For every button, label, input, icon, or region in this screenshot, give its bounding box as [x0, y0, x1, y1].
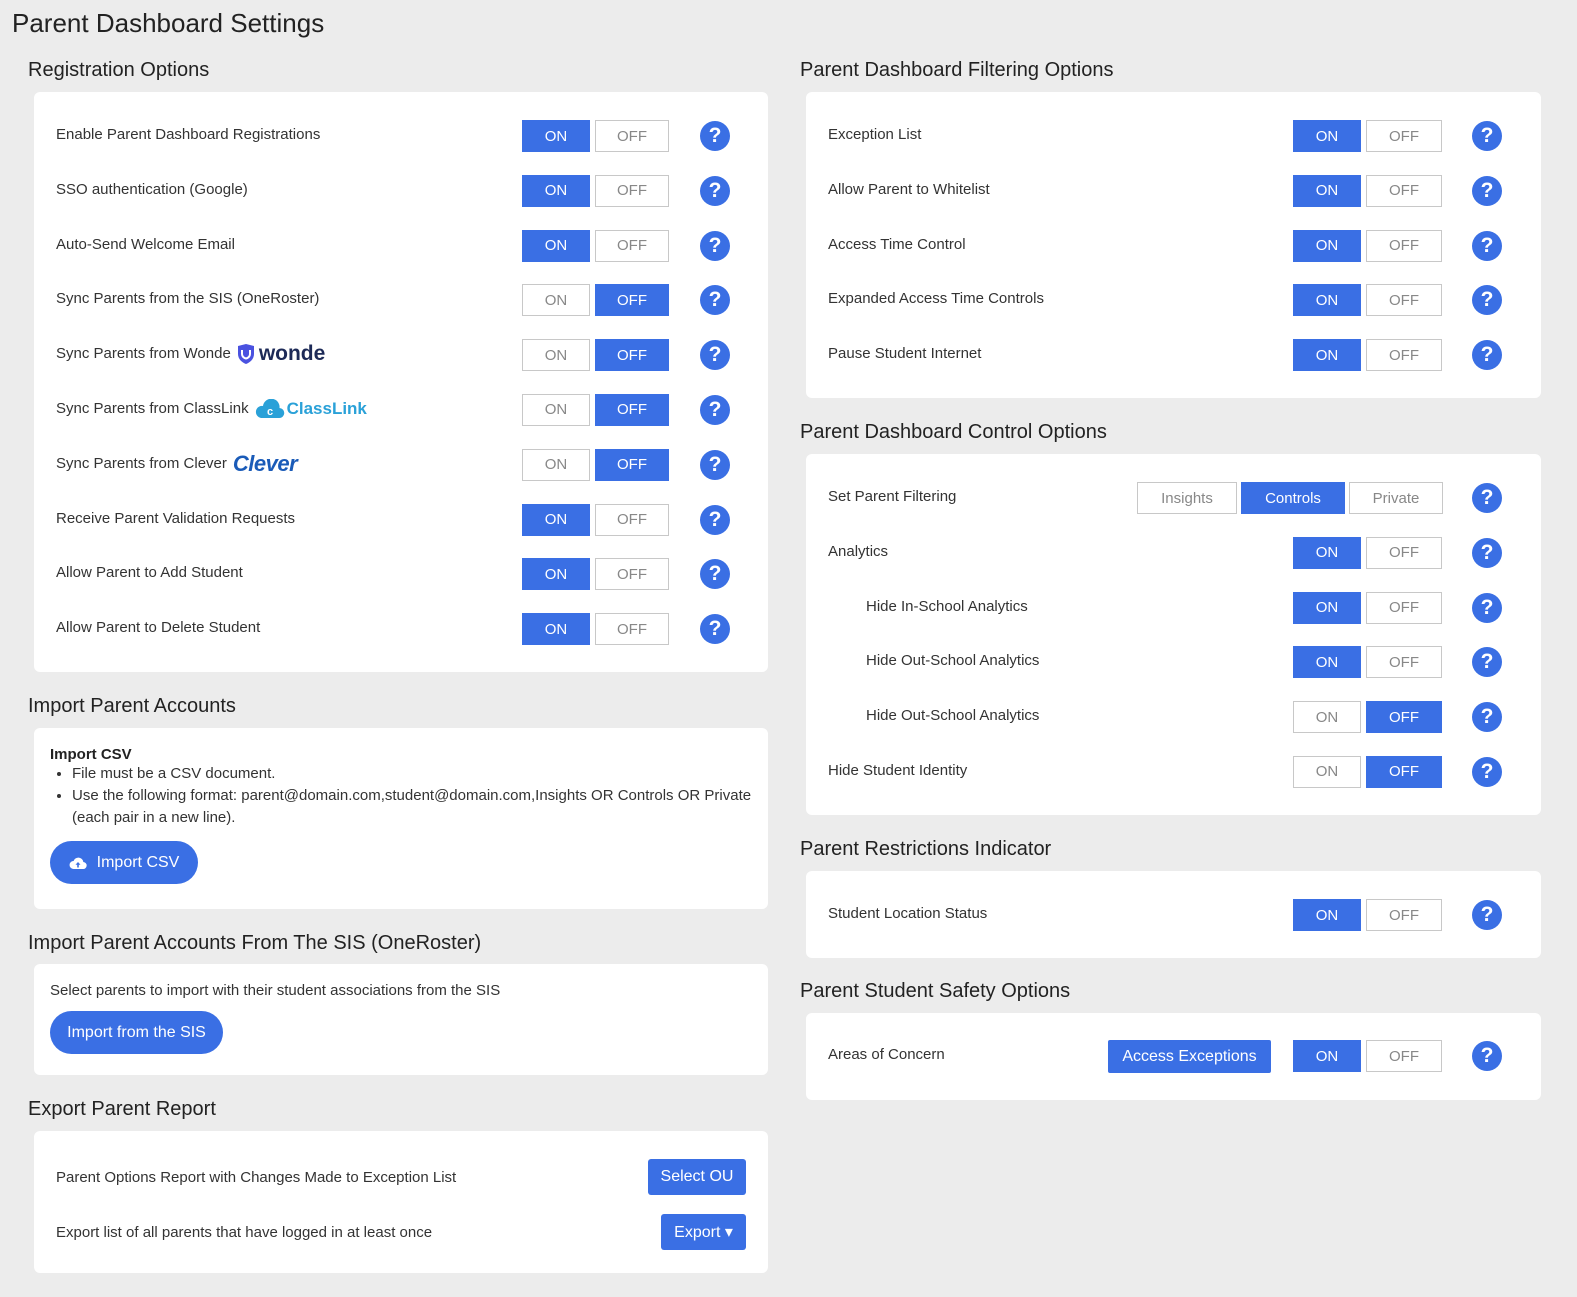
help-icon[interactable]: ? [700, 121, 730, 151]
filtering-option-controls[interactable]: Controls [1241, 482, 1345, 514]
toggle-on-button[interactable]: ON [522, 175, 590, 207]
help-icon[interactable]: ? [1472, 593, 1502, 623]
toggle-off-button[interactable]: OFF [1366, 120, 1442, 152]
setting-label-text: Expanded Access Time Controls [828, 290, 1044, 308]
toggle-off-button[interactable]: OFF [595, 284, 669, 316]
restrictions-title: Parent Restrictions Indicator [800, 838, 1052, 860]
toggle-off-button[interactable]: OFF [595, 175, 669, 207]
setting-label-text: Hide Student Identity [828, 761, 968, 779]
help-icon[interactable]: ? [700, 395, 730, 425]
export-dropdown-button[interactable]: Export ▾ [661, 1214, 746, 1250]
on-off-toggle [1293, 701, 1442, 733]
import-sis-panel [34, 964, 768, 1075]
safety-title: Parent Student Safety Options [800, 980, 1071, 1002]
on-off-toggle [1293, 899, 1442, 931]
toggle-on-button[interactable]: ON [522, 558, 590, 590]
on-off-toggle [522, 504, 669, 536]
toggle-off-button[interactable]: OFF [1366, 592, 1442, 624]
toggle-off-button[interactable]: OFF [595, 394, 669, 426]
setting-row-sync-parents-from-wonde [34, 339, 768, 394]
setting-row-pause-student-internet [806, 339, 1541, 394]
setting-label [828, 899, 987, 929]
restrictions-panel [806, 871, 1541, 958]
import-csv-button[interactable] [50, 841, 198, 884]
right-column [800, 56, 1541, 1100]
on-off-toggle [1293, 284, 1442, 316]
export-row [34, 1163, 768, 1203]
toggle-on-button[interactable]: ON [1293, 339, 1361, 371]
help-icon[interactable]: ? [1472, 757, 1502, 787]
toggle-on-button[interactable]: ON [1293, 756, 1361, 788]
areas-of-concern-toggle [1293, 1040, 1442, 1072]
help-icon[interactable]: ? [700, 285, 730, 315]
set-parent-filtering-row [806, 482, 1541, 537]
on-off-toggle [522, 230, 669, 262]
import-accounts-panel [34, 728, 768, 909]
toggle-on-button[interactable]: ON [1293, 899, 1361, 931]
help-icon[interactable]: ? [1472, 121, 1502, 151]
setting-label-text: Access Time Control [828, 235, 966, 253]
on-off-toggle [522, 449, 669, 481]
export-row-label: Export list of all parents that have logged in at least once [56, 1224, 433, 1241]
instruction-item: • Use the following format: parent@domain.com,student@domain.com,Insights OR Controls OR Private (each pair in a new line). [72, 785, 752, 829]
wonde-logo [237, 343, 326, 365]
on-off-toggle [522, 558, 669, 590]
on-off-toggle [1293, 120, 1442, 152]
toggle-on-button[interactable]: ON [522, 230, 590, 262]
toggle-on-button[interactable]: ON [522, 339, 590, 371]
classlink-cloud-icon [255, 399, 285, 419]
help-icon[interactable]: ? [1472, 231, 1502, 261]
export-row-label: Parent Options Report with Changes Made to Exception List [56, 1169, 457, 1186]
help-icon[interactable]: ? [1472, 483, 1502, 513]
on-off-toggle [522, 120, 669, 152]
control-panel [806, 454, 1541, 815]
setting-row-hide-out-school-analytics [806, 646, 1541, 701]
filtering-option-private[interactable]: Private [1349, 482, 1443, 514]
toggle-off-button[interactable]: OFF [595, 120, 669, 152]
wonde-shield-icon [237, 343, 255, 365]
setting-label-text: Hide Out-School Analytics [866, 652, 1040, 670]
import-csv-label: Import CSV [96, 853, 180, 871]
svg-text:c: c [266, 405, 273, 418]
setting-label [56, 558, 243, 588]
setting-label-text: Enable Parent Dashboard Registrations [56, 126, 321, 143]
setting-label [866, 701, 1039, 731]
setting-row-hide-in-school-analytics [806, 592, 1541, 647]
help-icon[interactable]: ? [1472, 176, 1502, 206]
toggle-off-button[interactable]: OFF [1366, 230, 1442, 262]
setting-label [866, 646, 1039, 676]
toggle-on-button[interactable]: ON [1293, 175, 1361, 207]
filtering-panel [806, 92, 1541, 398]
setting-label-text: Sync Parents from Wonde [56, 345, 231, 363]
areas-of-concern-row [806, 1040, 1541, 1095]
import-from-sis-button[interactable]: Import from the SIS [50, 1011, 223, 1054]
import-csv-instructions [72, 763, 752, 829]
setting-row-allow-parent-to-delete-student [34, 613, 768, 668]
setting-label-text: Allow Parent to Whitelist [828, 180, 990, 198]
on-off-toggle [522, 613, 669, 645]
setting-label-text: Receive Parent Validation Requests [56, 509, 296, 527]
setting-label [56, 230, 235, 260]
toggle-off-button[interactable]: OFF [595, 613, 669, 645]
export-panel [34, 1131, 768, 1273]
toggle-on-button[interactable]: ON [522, 284, 590, 316]
setting-label [828, 537, 888, 567]
help-icon[interactable]: ? [1472, 340, 1502, 370]
classlink-logo-text: ClassLink [286, 398, 367, 418]
toggle-on-button[interactable]: ON [1293, 230, 1361, 262]
setting-row-sync-parents-from-the-sis-oneroster [34, 284, 768, 339]
setting-label [828, 339, 981, 369]
toggle-on-button[interactable]: ON [1293, 1040, 1361, 1072]
setting-label-text: Sync Parents from Clever [56, 454, 227, 472]
on-off-toggle [1293, 646, 1442, 678]
on-off-toggle [1293, 592, 1442, 624]
on-off-toggle [522, 339, 669, 371]
setting-row-sync-parents-from-clever [34, 449, 768, 504]
setting-label [56, 613, 260, 643]
setting-label [56, 394, 367, 424]
setting-label [56, 120, 320, 150]
import-sis-text: Select parents to import with their student associations from the SIS [50, 982, 501, 999]
on-off-toggle [1293, 339, 1442, 371]
setting-row-expanded-access-time-controls [806, 284, 1541, 339]
toggle-off-button[interactable]: OFF [1366, 537, 1442, 569]
setting-label [828, 230, 966, 260]
select-ou-button[interactable]: Select OU [648, 1159, 746, 1195]
on-off-toggle [1293, 175, 1442, 207]
access-exceptions-button[interactable]: Access Exceptions [1108, 1040, 1271, 1073]
areas-of-concern-label: Areas of Concern [828, 1046, 945, 1063]
setting-label-text: SSO authentication (Google) [56, 180, 248, 198]
setting-label [828, 756, 967, 786]
help-icon[interactable]: ? [1472, 538, 1502, 568]
setting-label [56, 449, 297, 479]
toggle-off-button[interactable]: OFF [595, 339, 669, 371]
help-icon[interactable]: ? [1472, 900, 1502, 930]
setting-label [828, 175, 990, 205]
import-sis-title: Import Parent Accounts From The SIS (OneRoster) [28, 932, 482, 954]
setting-row-auto-send-welcome-email [34, 230, 768, 285]
setting-row-sync-parents-from-classlink [34, 394, 768, 449]
toggle-on-button[interactable]: ON [1293, 284, 1361, 316]
on-off-toggle [522, 175, 669, 207]
setting-label-text: Hide Out-School Analytics [866, 707, 1040, 725]
control-title: Parent Dashboard Control Options [800, 421, 1107, 443]
setting-label [828, 284, 1044, 314]
setting-row-allow-parent-to-add-student [34, 558, 768, 613]
toggle-on-button[interactable]: ON [522, 120, 590, 152]
registration-panel [34, 92, 768, 672]
clever-logo: Clever [232, 450, 298, 476]
help-icon[interactable]: ? [700, 340, 730, 370]
registration-title: Registration Options [28, 59, 210, 81]
export-title: Export Parent Report [28, 1098, 216, 1120]
setting-row-enable-parent-dashboard-registrations [34, 120, 768, 175]
setting-row-hide-student-identity [806, 756, 1541, 811]
toggle-on-button[interactable]: ON [522, 504, 590, 536]
export-row [34, 1218, 768, 1258]
help-icon[interactable]: ? [700, 559, 730, 589]
setting-row-allow-parent-to-whitelist [806, 175, 1541, 230]
toggle-off-button[interactable]: OFF [1366, 339, 1442, 371]
help-icon[interactable]: ? [700, 231, 730, 261]
on-off-toggle [522, 394, 669, 426]
setting-row-exception-list [806, 120, 1541, 175]
setting-label-text: Analytics [828, 542, 889, 560]
setting-label [56, 284, 319, 314]
help-icon[interactable]: ? [1472, 1041, 1502, 1071]
toggle-on-button[interactable]: ON [1293, 592, 1361, 624]
setting-label [56, 175, 248, 205]
toggle-on-button[interactable]: ON [1293, 120, 1361, 152]
on-off-toggle [1293, 230, 1442, 262]
setting-row-receive-parent-validation-requests [34, 504, 768, 559]
setting-label-text: Allow Parent to Add Student [56, 564, 243, 582]
filtering-option-insights[interactable]: Insights [1137, 482, 1237, 514]
setting-label [56, 504, 295, 534]
help-icon[interactable]: ? [700, 176, 730, 206]
safety-panel [806, 1013, 1541, 1100]
set-parent-filtering-label: Set Parent Filtering [828, 488, 957, 505]
setting-label-text: Auto-Send Welcome Email [56, 235, 235, 253]
toggle-off-button[interactable]: OFF [595, 504, 669, 536]
toggle-on-button[interactable]: ON [1293, 537, 1361, 569]
on-off-toggle [522, 284, 669, 316]
toggle-on-button[interactable]: ON [522, 449, 590, 481]
import-csv-heading: Import CSV [50, 746, 132, 763]
setting-label-text: Hide In-School Analytics [866, 597, 1028, 615]
setting-label-text: Sync Parents from ClassLink [56, 399, 249, 417]
help-icon[interactable]: ? [700, 614, 730, 644]
setting-label-text: Allow Parent to Delete Student [56, 619, 261, 637]
on-off-toggle [1293, 537, 1442, 569]
on-off-toggle [1293, 756, 1442, 788]
help-icon[interactable]: ? [1472, 647, 1502, 677]
toggle-off-button[interactable]: OFF [1366, 175, 1442, 207]
toggle-on-button[interactable]: ON [522, 394, 590, 426]
setting-row-access-time-control [806, 230, 1541, 285]
toggle-off-button[interactable]: OFF [1366, 899, 1442, 931]
toggle-off-button[interactable]: OFF [1366, 646, 1442, 678]
toggle-on-button[interactable]: ON [1293, 646, 1361, 678]
toggle-off-button[interactable]: OFF [1366, 284, 1442, 316]
toggle-off-button[interactable]: OFF [1366, 1040, 1442, 1072]
help-icon[interactable]: ? [1472, 702, 1502, 732]
setting-label-text: Pause Student Internet [828, 345, 982, 363]
setting-label [56, 339, 325, 369]
filtering-title: Parent Dashboard Filtering Options [800, 59, 1114, 81]
help-icon[interactable]: ? [700, 450, 730, 480]
help-icon[interactable]: ? [1472, 285, 1502, 315]
help-icon[interactable]: ? [700, 505, 730, 535]
setting-label-text: Exception List [828, 126, 922, 143]
setting-row-hide-out-school-analytics [806, 701, 1541, 756]
toggle-off-button[interactable]: OFF [595, 558, 669, 590]
parent-filtering-selector [1137, 482, 1443, 514]
setting-label-text: Sync Parents from the SIS (OneRoster) [56, 290, 320, 308]
setting-label [828, 120, 921, 150]
toggle-off-button[interactable]: OFF [595, 449, 669, 481]
toggle-off-button[interactable]: OFF [595, 230, 669, 262]
cloud-upload-icon [69, 856, 87, 870]
toggle-on-button[interactable]: ON [1293, 701, 1361, 733]
toggle-off-button[interactable]: OFF [1366, 756, 1442, 788]
instruction-item: • File must be a CSV document. [72, 763, 752, 785]
setting-row-analytics [806, 537, 1541, 592]
setting-label [866, 592, 1028, 622]
classlink-logo [255, 399, 367, 419]
setting-row-sso-authentication-google [34, 175, 768, 230]
setting-row-student-location-status [806, 899, 1541, 954]
left-column [28, 56, 768, 1273]
import-accounts-title: Import Parent Accounts [28, 695, 236, 717]
setting-label-text: Student Location Status [828, 905, 988, 922]
wonde-logo-text: wonde [258, 342, 326, 366]
page-title: Parent Dashboard Settings [12, 8, 325, 38]
toggle-on-button[interactable]: ON [522, 613, 590, 645]
toggle-off-button[interactable]: OFF [1366, 701, 1442, 733]
